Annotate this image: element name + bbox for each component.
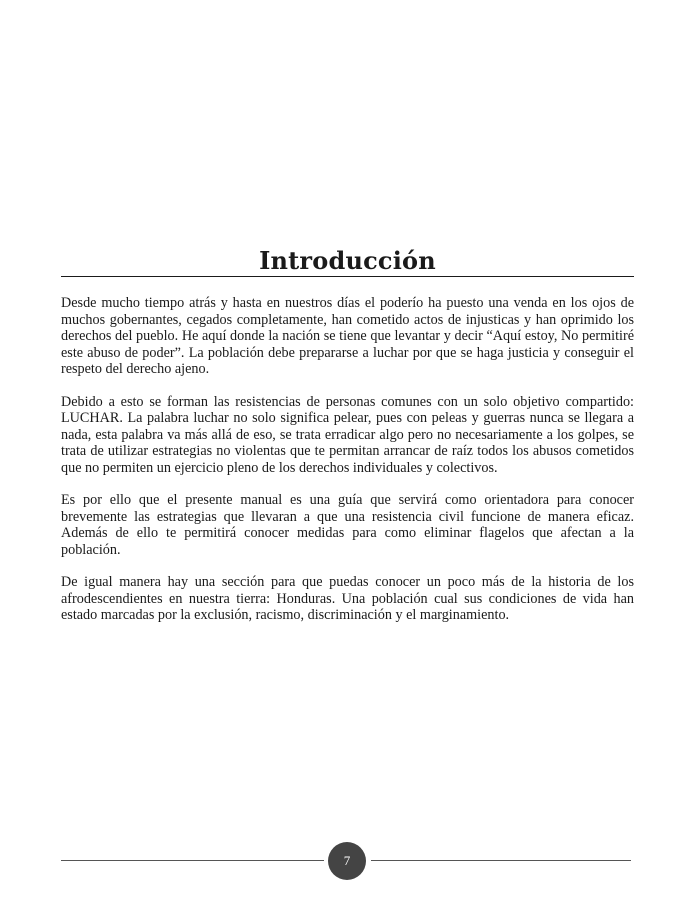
paragraph-1: Desde mucho tiempo atrás y hasta en nuestros días el poderío ha puesto una venda en los ojos de muchos gobernantes, cegados completamente, han cometido actos de injusticas y han oprimido los derechos del pueblo. He aquí donde la nación se tiene que levantar y decir “Aquí estoy, No permitiré este abuso de poder”. La población debe prepararse a luchar por que se haga justicia y conseguir el respeto del derecho ajeno. xyxy=(61,295,634,377)
paragraph-2: Debido a esto se forman las resistencias de personas comunes con un solo objetivo compartido: LUCHAR. La palabra luchar no solo significa pelear, pues con peleas y guerras nunca se llegara a nada, esta palabra va más allá de eso, se trata erradicar algo pero no necesariamente a los golpes, se trata de utilizar estrategias no violentas que te permitan arrancar de raíz todos los abusos cometidos que no permiten un ejercicio pleno de los derechos individuales y colectivos. xyxy=(61,393,634,476)
body-text xyxy=(61,295,634,640)
page-number-badge: 7 xyxy=(328,842,366,880)
footer-divider-right xyxy=(371,860,631,861)
paragraph-4: De igual manera hay una sección para que puedas conocer un poco más de la historia de los afrodescendientes en nuestra tierra: Honduras. Una población cual sus condiciones de vida han estado marcadas por la exclusión, racismo, discriminación y el marginamiento. xyxy=(61,574,634,623)
footer-divider-left xyxy=(61,860,324,861)
title-underline xyxy=(61,276,634,277)
paragraph-3: Es por ello que el presente manual es una guía que servirá como orientadora para conocer brevemente las estrategias que llevaran a que una resistencia civil funcione de manera eficaz. Además de ello te permitirá conocer medidas para como eliminar flagelos que afectan a la población. xyxy=(61,492,634,558)
page-title: Introducción xyxy=(259,246,436,275)
